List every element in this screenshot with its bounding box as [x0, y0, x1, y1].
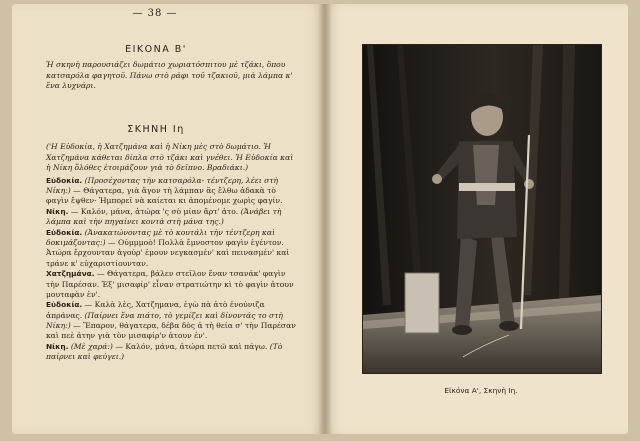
stage-direction-inline: (Προσέχοντας τὴν κατσαρόλα- τέντζερη, λέει στὴ Νίκη:) — [46, 176, 279, 196]
speaker-name: Χατζημάνα. — [46, 269, 95, 279]
dialogue-line — [46, 342, 298, 362]
speaker-name: Εὐδοκία. — [46, 176, 83, 185]
stage-direction-inline: (Παίρνει ἕνα πιάτο, τὸ γεμίζει καὶ δίνοντάς το στὴ Νίκη:) — [46, 310, 283, 330]
speaker-name: Νίκη. — [46, 207, 69, 217]
stage-direction-inline: (Ἀνακατώνοντας μὲ τὸ κουτάλι τὴν τέντζερη καὶ δοκιμάζοντας:) — [46, 228, 276, 248]
book-gutter — [318, 4, 332, 434]
page-number: — 38 — — [132, 8, 178, 19]
stage-photo — [362, 44, 602, 374]
stage-direction-inline: (Τὸ παίρνει καὶ φεύγει.) — [46, 341, 283, 361]
stage-photo-illustration — [363, 45, 601, 373]
speaker-name: Εὐδοκία. — [46, 228, 83, 238]
dialogue — [46, 176, 298, 363]
dialogue-line — [46, 300, 298, 341]
dialogue-text: — Ούμμμοὸ! Πολλὰ ἔμνοστον φαγὶν ἐγέντον. Ἀτώρα ἔρχουνταν ἀγούρ' ἐμουν νεγκασμέν' καὶ πεινασμέν' καὶ τράνε κ' εὐχαριστίουνταν. — [46, 238, 290, 268]
dialogue-text: — Καλόν, μάνα, ἀτώρα 'ς σὸ μίαν ἄρτ' ἀτο. — [70, 207, 239, 217]
dialogue-text: — Καλὰ λὲς, Χατζημανα, ἐγὼ πὰ ἀτὸ ἐνούνιζα ἀπράνας. — [46, 300, 265, 320]
section-heading: ΕΙΚΟΝΑ Β' — [125, 44, 187, 55]
section-description: Ἡ σκηνὴ παρουσιάζει δωμάτιο χωριατόσπιτου μὲ τζάκι, ὅπου κατσαρόλα φαγητοῦ. Πάνω στὸ ράφι τοῦ τζακιοῦ, μιὰ λάμπα κ' ἕνα λυχνάρι. — [46, 60, 293, 91]
dialogue-line — [46, 207, 298, 227]
dialogue-line — [46, 228, 298, 269]
stage-direction-inline: (Ἀνάβει τὴ λάμπα καὶ τὴν πηγαίνει κοντὰ στὴ μάνα της.) — [46, 207, 282, 227]
dialogue-line — [46, 176, 298, 207]
speaker-name: Εὐδοκία. — [46, 300, 83, 310]
dialogue-text: — Θάγατερα, βάλεν στεῖλον ἕναν τσανάκ' φαγὶν τὴν Παρέσαν. Ἐξ' μισαφίρ' εἶναν στρατιώτην κὶ τὸ φαγὶν ἀτουν μουταφὰν ἐν'. — [46, 269, 294, 299]
speaker-name: Νίκη. — [46, 341, 69, 351]
dialogue-text: — Καλόν, μάνα, ἀτώρα πετῶ καὶ πάγω. — [115, 341, 268, 351]
photo-caption: Εἰκόνα Α', Σκηνὴ Ιη. — [444, 386, 518, 395]
dialogue-line — [46, 269, 298, 300]
dialogue-text: — Ἔπαρον, θάγατερα, δέβα δὸς ἀ τὴ θεία σ' τὴν Παρέσαν καὶ πεὲ ἀτην γιὰ τὸν μισαφίρ'ν ἀτουν ἐν'. — [46, 320, 296, 341]
stage-direction-inline: (Μὲ χαρά:) — [70, 341, 113, 351]
scene-heading: ΣΚΗΝΗ Ιη — [127, 124, 185, 135]
dialogue-text: — Θάγατερα, γιὰ ἄγον τὴ λάμπαν ἂς ἔλθω ἀδακὰ τὸ φαγὶν ἔψθεν· Ἠμπορεῖ νὰ καίεται κι ἀπομένομε χωρὶς φαγίν. — [46, 186, 283, 206]
stage-direction: ('Η Εὐδοκία, ἡ Χατζημάνα καὶ ἡ Νίκη μὲς στὸ δωμάτιο. Ἡ Χατζημάνα κάθεται δίπλα στὸ τζάκι καὶ γνέθει. Ἡ Εὐδοκία καὶ ἡ Νίκη ὄλόθες ἑτοιμάζουν γιὰ τὸ δεῖπνο. Βραδιάκι.) — [46, 142, 294, 173]
